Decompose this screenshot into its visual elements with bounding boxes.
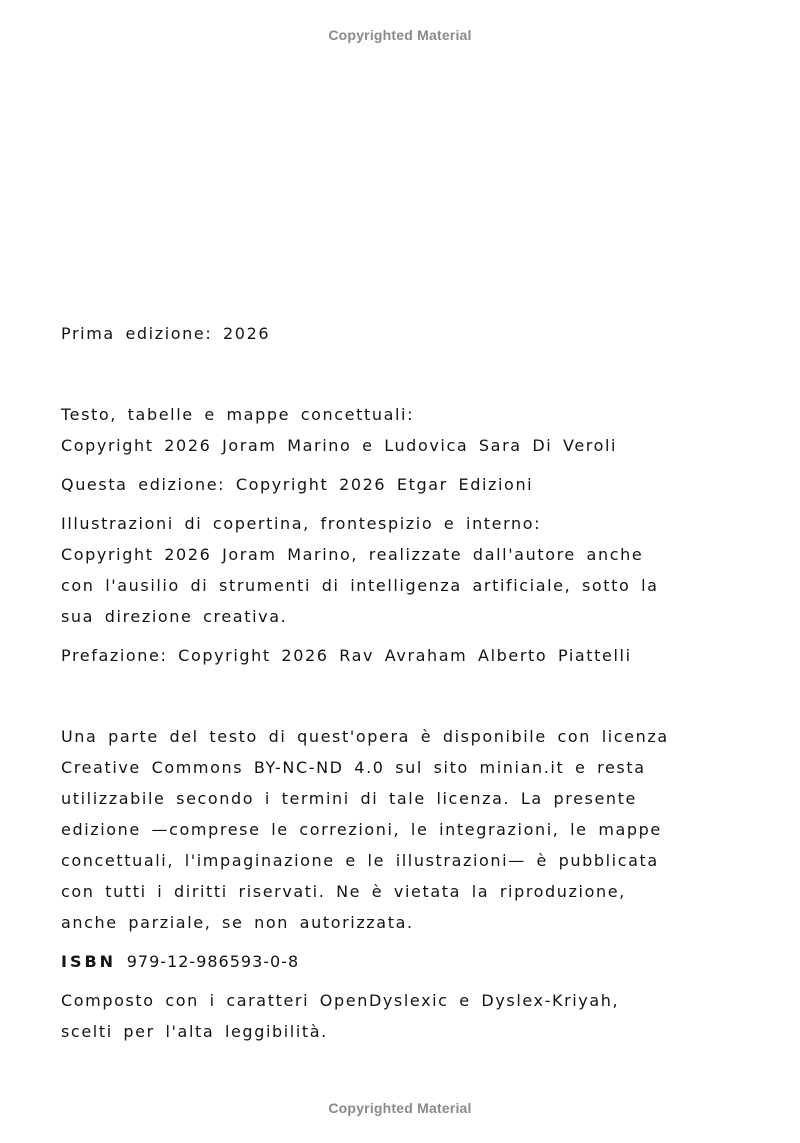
copyright-page-content: [61, 318, 751, 1047]
text-credit-label: Testo, tabelle e mappe concettuali:: [61, 405, 415, 424]
watermark-top: Copyrighted Material: [328, 27, 472, 43]
license-paragraph: [61, 721, 751, 938]
license-line: utilizzabile secondo i termini di tale licenza. La presente: [61, 789, 637, 808]
license-line: Creative Commons BY-NC-ND 4.0 sul sito minian.it e resta: [61, 758, 646, 777]
license-line: edizione —comprese le correzioni, le integrazioni, le mappe: [61, 820, 662, 839]
illustrations-line-3: sua direzione creativa.: [61, 607, 288, 626]
edition-copyright: Questa edizione: Copyright 2026 Etgar Edizioni: [61, 475, 534, 494]
typesetting-line-1: Composto con i caratteri OpenDyslexic e Dyslex-Kriyah,: [61, 991, 620, 1010]
isbn-label: ISBN: [61, 952, 117, 971]
illustrations-label: Illustrazioni di copertina, frontespizio e interno:: [61, 514, 542, 533]
license-line: concettuali, l'impaginazione e le illustrazioni— è pubblicata: [61, 851, 659, 870]
text-credit-copyright: Copyright 2026 Joram Marino e Ludovica Sara Di Veroli: [61, 436, 618, 455]
watermark-bottom: Copyrighted Material: [328, 1100, 472, 1116]
license-line: anche parziale, se non autorizzata.: [61, 913, 414, 932]
preface-credit: Prefazione: Copyright 2026 Rav Avraham Alberto Piattelli: [61, 646, 632, 665]
first-edition: Prima edizione: 2026: [61, 324, 271, 343]
isbn-line: [61, 946, 751, 977]
isbn-number: 979-12-986593-0-8: [126, 952, 300, 971]
typesetting-line-2: scelti per l'alta leggibilità.: [61, 1022, 328, 1041]
illustrations-line-1: Copyright 2026 Joram Marino, realizzate dall'autore anche: [61, 545, 644, 564]
illustrations-line-2: con l'ausilio di strumenti di intelligenza artificiale, sotto la: [61, 576, 659, 595]
license-line: Una parte del testo di quest'opera è disponibile con licenza: [61, 727, 669, 746]
license-line: con tutti i diritti riservati. Ne è vietata la riproduzione,: [61, 882, 626, 901]
